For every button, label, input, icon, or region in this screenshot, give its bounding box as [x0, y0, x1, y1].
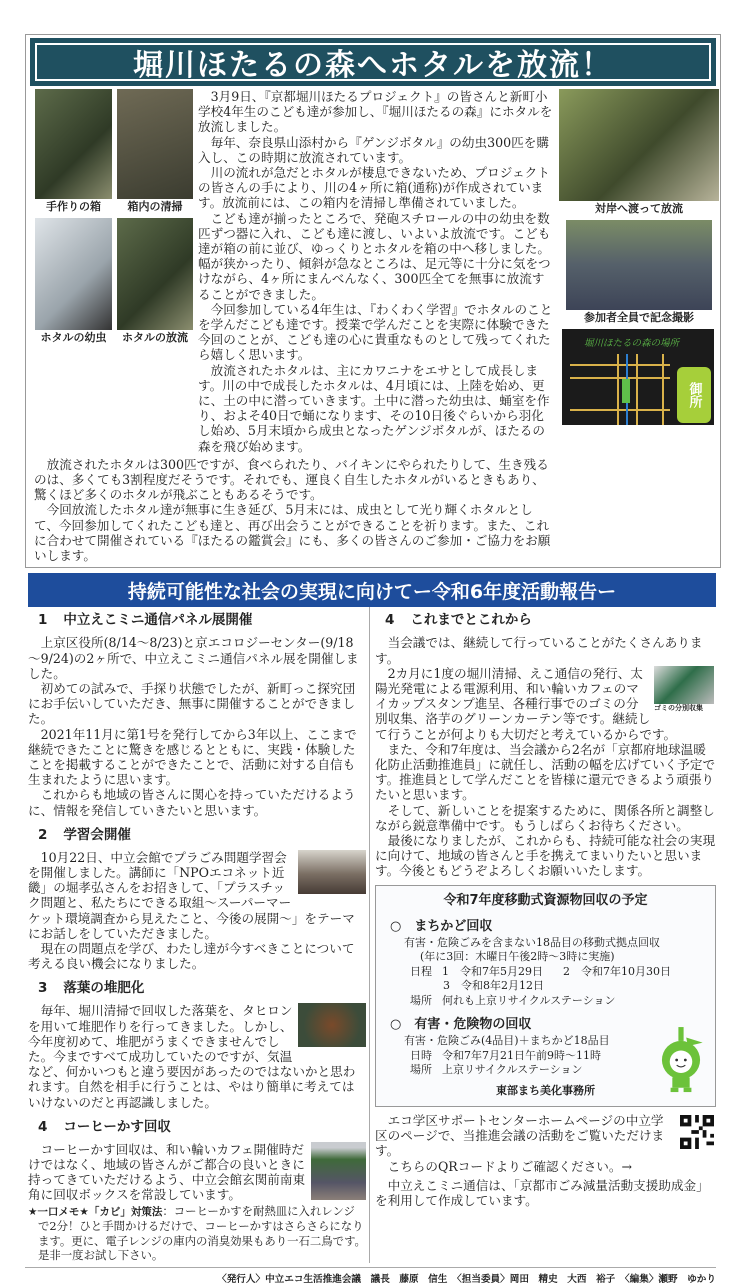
article1-main — [30, 89, 556, 563]
paragraph: 川の流れが急だとホタルが棲息できないため、プロジェクトの皆さんの手により、川の4ヶ所に箱(通称)が作成されています。放流前には、この箱内を清掃し準備されていました。 — [198, 165, 550, 211]
article2-right-column — [370, 607, 716, 1262]
article1-frame — [25, 34, 721, 568]
hazard-place: 場所 上京リサイクルステーション — [410, 1063, 583, 1077]
caption: ゴミの分別収集 — [654, 703, 703, 712]
paragraph: 放流されたホタルは、主にカワニナをエサとして成長します。川の中で成長したホタルは、4月頃には、上陸を始め、更に、土の中に潜っていきます。土中に潜った幼虫は、蛹室を作り、およそ40日で蛹になります、その10日後ぐらいから羽化し始め、5月末頃から成虫となったゲンジボタルが、ほたるの森を飛び始めます。 — [198, 362, 550, 454]
paragraph: 2カ月に1度の堀川清掃、えこ通信の発行、太陽光発電による電源利用、和い輪いカフェのマイカップスタンプ進呈、各種行事でのゴミの分別収集、洛芋のグリーンカーテン等です。継続して行うことが何よりも大切だと考えているからです。 — [375, 665, 677, 742]
paragraph: 3月9日、『京都堀川ほたるプロジェクト』の皆さんと新町小学校4年生のこども達が参加し、『堀川ほたるの森』にホタルを放流しました。 — [198, 89, 553, 135]
paragraph: 毎年、堀川清掃で回収した落葉を、タヒロンを用いて堆肥作りを行ってきました。しかし、今年度初めて、堆肥がうまくできませんでした。今まですべて成功していたのですが、気温など、何かいつもと違う要因があったのではないかと思われます。自然を相手に行うことは、やはり簡単に考えてはいけないのだと再認識しました。 — [28, 1003, 356, 1110]
paragraph: 今回参加している4年生は、『わくわく学習』でホタルのことを学んだこども達です。授業で学んだことを実際に体験できた今回のことが、こども達の心に貴重なものとして残ってくれたら嬉しく思います。 — [198, 301, 553, 363]
paragraph: 毎年、奈良県山添村から『ゲンジボタル』の幼虫300匹を購入し、この時期に放流されています。 — [198, 134, 549, 165]
schedule-date: 3 令和8年2月12日 — [443, 979, 544, 993]
article2-banner — [28, 573, 716, 607]
article1-title: 堀川ほたるの森へホタルを放流！ — [35, 43, 711, 81]
photo-across-bank — [559, 89, 719, 201]
photo-study-session — [298, 850, 366, 894]
photo-coffee-box — [311, 1142, 366, 1200]
article1-photos-left — [30, 89, 198, 454]
right-section-text — [375, 611, 716, 878]
section-heading: 3 落葉の堆肥化 — [38, 980, 145, 997]
map — [562, 329, 714, 425]
photo-sorting-wrap — [654, 666, 716, 713]
paragraph: こちらのQRコードよりご確認ください。→ — [387, 1158, 633, 1174]
photo-handmade-box — [35, 89, 112, 199]
paragraph: 放流されたホタルは300匹ですが、食べられたり、バイキンにやられたりして、生き残るのは、多くても3割程度だそうです。それでも、運良く自生したホタルがいるときもあり、驚くほど多くのホタルが飛ぶこともあるそうです。 — [34, 456, 549, 503]
office-name: 東部まち美化事務所 — [496, 1083, 595, 1097]
section-heading: 2 学習会開催 — [38, 826, 131, 843]
paragraph: 現在の問題点を学び、わたし達が今すべきことについて考える良い機会になりました。 — [28, 940, 355, 972]
paragraph: 初めての試みで、手探り状態でしたが、新町っこ探究団にお手伝いしていただき、無事に開催することができました。 — [28, 680, 356, 727]
paragraph: そして、新しいことを提案するために、関係各所と調整しながら鋭意準備中です。もうしばらくお待ちください。 — [375, 802, 715, 833]
schedule-dates: 日程 1 令和7年5月29日 2 令和7年10月30日 — [410, 964, 671, 978]
machikado-line: (年に3回：木曜日午後2時～3時に実施) — [420, 950, 615, 964]
schedule-box — [375, 885, 716, 1108]
section-heading: 4 これまでとこれから — [385, 612, 532, 629]
schedule-title: 令和7年度移動式資源物回収の予定 — [443, 892, 648, 908]
hazard-time: 日時 令和7年7月21日午前9時～11時 — [410, 1048, 601, 1062]
machikado-heading: ○ まちかど回収 — [390, 918, 493, 934]
map-title: 堀川ほたるの森の場所 — [584, 338, 680, 349]
paragraph: こども達が揃ったところで、発砲スチロールの中の幼虫を数匹ずつ器に入れ、こども達に渡し、いよいよ放流です。こども達が箱の前に並び、ゆっくりとホタルを箱の中へ移しました。幅が狭かったり、傾斜が急なところは、足元等に十分に気をつけながら、4ヶ所にまんべんなく、300匹全てを無事に放流することができました。 — [198, 210, 551, 302]
caption: ホタルの幼虫 — [40, 331, 107, 344]
caption: ホタルの放流 — [122, 331, 188, 344]
photo-sorting — [654, 666, 714, 704]
paragraph: 2021年11月に第1号を発行してから3年以上、ここまで継続できたことに驚きを感じるとともに、実践・体験したことを掲載することができたことで、活動に対する自信も生まれたように思います。 — [28, 726, 357, 788]
article1-column-text — [198, 89, 556, 454]
paragraph: 当会議では、継続して行っていることがたくさんあります。 — [375, 635, 703, 666]
article2-title: 持続可能性な社会の実現に向けてー令和6年度活動報告ー — [127, 580, 617, 603]
paragraph: また、令和7年度は、当会議から2名が「京都府地球温暖化防止活動推進員」に就任し、活動の幅を広げていく予定です。推進員として学んだことを皆様に還元できるよう頑張りたいと思います。 — [375, 741, 716, 803]
map-label: 御所 — [686, 382, 702, 408]
schedule-place: 場所 何れも上京リサイクルステーション — [410, 993, 616, 1007]
memo: ★一口メモ★「カビ」対策法：コーヒーかすを耐熱皿に入れレンジで2分！ひと手間かけるだけで、コーヒーかすはさらさらになります。更に、電子レンジの庫内の消臭効果もあり一石二鳥です。是非一度お試し下さい。 — [28, 1203, 366, 1263]
hazard-line: 有害・危険ごみ(4品目)＋まちかど18品目 — [404, 1034, 610, 1048]
caption: 箱内の清掃 — [127, 200, 183, 213]
article2-left-column — [28, 607, 370, 1262]
paragraph: これからも地域の皆さんに関心を持っていただけるように、情報を発信していきたいと思います。 — [28, 787, 356, 818]
article1-wide-text — [34, 457, 556, 563]
bottom-text — [375, 1113, 716, 1208]
caption: 手作りの箱 — [46, 200, 101, 213]
caption: 対岸へ渡って放流 — [595, 202, 683, 215]
footer-credits: 〈発行人〉中立エコ生活推進会議 議長 藤原 信生 〈担当委員〉岡田 精史 大西 裕子 〈編集〉瀬野 ゆかり — [25, 1267, 716, 1285]
section-heading: 1 中立えこミニ通信パネル展開催 — [38, 612, 253, 629]
article1-banner — [30, 38, 716, 86]
paragraph: 10月22日、中立会館でプラごみ問題学習会を開催しました。講師に「NPOエコネット近畿」の堀孝弘さんをお招きして、「プラスチック問題と、私たちにできる取組～スーパーマーケット環境調査から見えたこと、今後の展開～」をテーマにお話しをしていただきました。 — [28, 849, 355, 941]
qr-code-icon[interactable] — [680, 1115, 714, 1149]
article1-photos-right — [559, 89, 719, 563]
hazard-heading: ○ 有害・危険物の回収 — [390, 1017, 532, 1033]
photo-box-cleaning — [117, 89, 193, 199]
paragraph: エコ学区サポートセンターホームページの中立学区のページで、当推進会議の活動をご覧いただけます。 — [375, 1113, 665, 1159]
photo-compost — [298, 1003, 366, 1047]
section-heading: 4 コーヒーかす回収 — [38, 1118, 171, 1135]
map-gosho — [677, 367, 711, 423]
photo-larvae — [35, 218, 112, 330]
photo-group — [566, 220, 712, 310]
paragraph: 上京区役所(8/14～8/23)と京エコロジーセンター(9/18～9/24)の2ヶ所で、中立えこミニ通信パネル展を開催しました。 — [28, 635, 359, 681]
paragraph: コーヒーかす回収は、和い輪いカフェ開催時だけではなく、地域の皆さんがご都合の良いときに持ってきていただけるよう、中立会館玄関前南東角に回収ボックスを常設しています。 — [28, 1141, 306, 1203]
mascot-icon — [655, 1024, 707, 1096]
photo-release — [117, 218, 193, 330]
machikado-line: 有害・危険ごみを含まない18品目の移動式拠点回収 — [404, 935, 660, 949]
paragraph: 中立えこミニ通信は、「京都市ごみ減量活動支援助成金」を利用して作成しています。 — [375, 1177, 709, 1209]
paragraph: 今回放流したホタル達が無事に生き延び、5月末には、成虫として光り輝くホタルとして、今回参加してくれたこども達と、再び出会うことができることを祈ります。また、これに合わせて開催されている『ほたるの鑑賞会』にも、多くの皆さんのご参加・ご協力をお願いします。 — [34, 502, 551, 564]
paragraph: 最後になりましたが、これからも、持続可能な社会の実現に向けて、地域の皆さんと手を携えてまいりたいと思います。今後ともどうぞよろしくお願いいたします。 — [375, 832, 716, 879]
caption: 参加者全員で記念撮影 — [584, 311, 694, 324]
